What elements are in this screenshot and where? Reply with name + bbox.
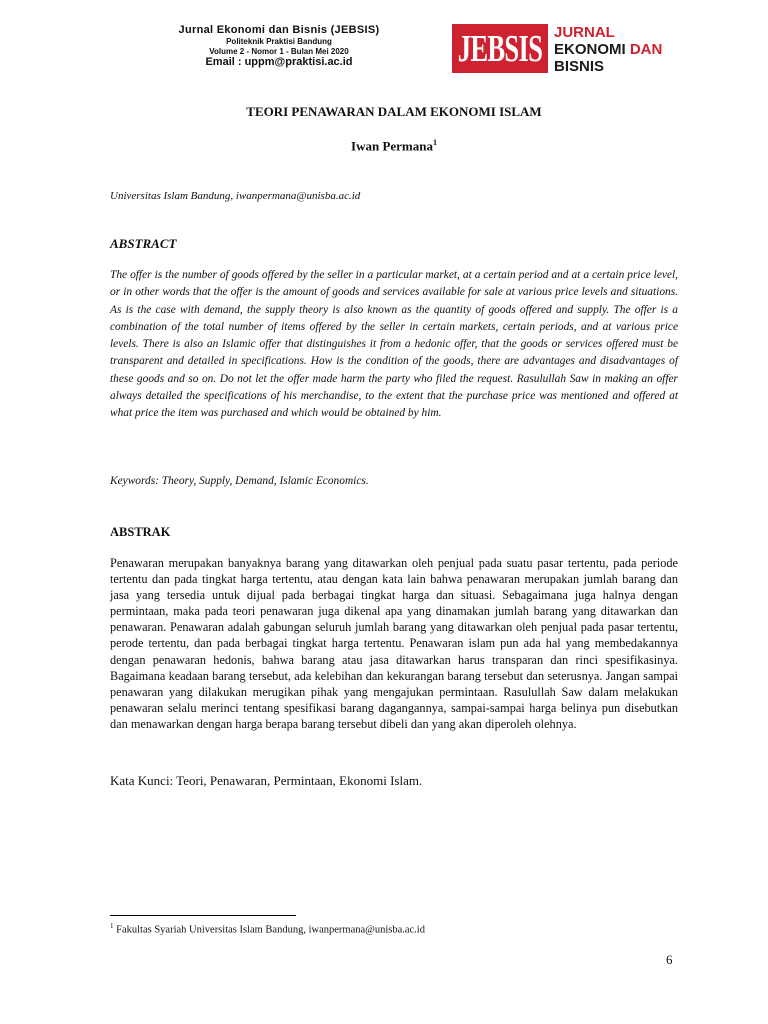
page-number: 6 — [666, 952, 673, 967]
author-name: Iwan Permana — [351, 138, 433, 154]
author-affiliation: Universitas Islam Bandung, iwanpermana@unisba.ac.id — [110, 190, 361, 202]
journal-institution: Politeknik Praktisi Bandung — [226, 37, 332, 47]
abstrak-heading: ABSTRAK — [110, 525, 171, 539]
journal-email: Email : uppm@praktisi.ac.id — [205, 56, 353, 69]
footnote-mark: 1 — [110, 922, 114, 930]
journal-header — [150, 24, 408, 70]
footnote-divider — [110, 915, 296, 916]
journal-volume: Volume 2 - Nomor 1 - Bulan Mei 2020 — [209, 46, 349, 56]
paper-author — [110, 138, 678, 154]
paper-title: TEORI PENAWARAN DALAM EKONOMI ISLAM — [246, 104, 542, 119]
logo-word-line2a: EKONOMI — [554, 41, 630, 58]
logo-word-line2b: DAN — [629, 41, 663, 58]
logo-mark-text: JEBSIS — [457, 27, 543, 70]
jebsis-logo-mark — [452, 24, 548, 73]
journal-title: Jurnal Ekonomi dan Bisnis (JEBSIS) — [178, 24, 380, 36]
logo-word-line3: BISNIS — [554, 58, 605, 75]
footnote — [110, 922, 425, 936]
abstract-heading: ABSTRACT — [110, 236, 177, 251]
abstract-text: The offer is the number of goods offered by the seller in a particular market, at a certain period and at a certain price level, or in other words that the offer is the amount of goods and services available for sale at various price levels and situations. As is the case with demand, the supply theory is also known as the quantity of goods offered and supply. The offer is a combination of the total number of items offered by the seller in certain markets, certain periods, and at various price levels. There is also an Islamic offer that distinguishes it from a hedonic offer, that the goods or services offered must be transparent and detailed in specifications. How is the condition of the goods, there are advantages and disadvantages of these goods and so on. Do not let the offer made harm the party who filed the request. Rasulullah Saw in making an offer always detailed the specifications of his merchandise, to the extent that the purchase price was mentioned and offered at what price the item was purchased and which would be obtained by him. — [110, 269, 678, 420]
jebsis-logo-wordmark — [554, 24, 662, 75]
abstrak-text: Penawaran merupakan banyaknya barang yang ditawarkan oleh penjual pada suatu pasar tertentu, pada periode tertentu dan pada tingkat harga tertentu, atau dengan kata lain bahwa penawaran merupakan jumlah barang dan jasa yang tersedia untuk dijual pada berbagai tingkat harga dan situasi. Sebagaimana juga halnya dengan permintaan, maka pada teori penawaran juga dikenal apa yang dinamakan jumlah barang yang ditawarkan dan penawaran. Penawaran adalah gabungan seluruh jumlah barang yang ditawarkan oleh penjual pada pasar tertentu, perode tertentu, dan pada berbagai tingkat harga tertentu. Penawaran islam pun ada hal yang membedakannya dengan penawaran hedonis, bahwa barang atau jasa ditawarkan harus transparan dan rinci spesifikasinya. Bagaimana keadaan barang tersebut, ada kelebihan dan kekurangan barang tersebut dan seterusnya. Jangan sampai penawaran yang dilakukan merugikan pihak yang mengajukan permintaan. Rasulullah Saw dalam melakukan penawaran selalu merinci tentang spesifikasi barang dagangannya, sampai-sampai harga belinya pun disebutkan dan menawarkan dengan harga berapa barang tersebut dibeli dan yang akan diperoleh olehnya. — [110, 556, 678, 731]
footnote-text: Fakultas Syariah Universitas Islam Bandung, iwanpermana@unisba.ac.id — [113, 924, 425, 936]
logo-word-line1: JURNAL — [554, 24, 615, 41]
kata-kunci: Kata Kunci: Teori, Penawaran, Permintaan, Ekonomi Islam. — [110, 773, 423, 788]
author-footnote-mark: 1 — [432, 138, 437, 147]
keywords: Keywords: Theory, Supply, Demand, Islamic Economics. — [110, 475, 369, 487]
